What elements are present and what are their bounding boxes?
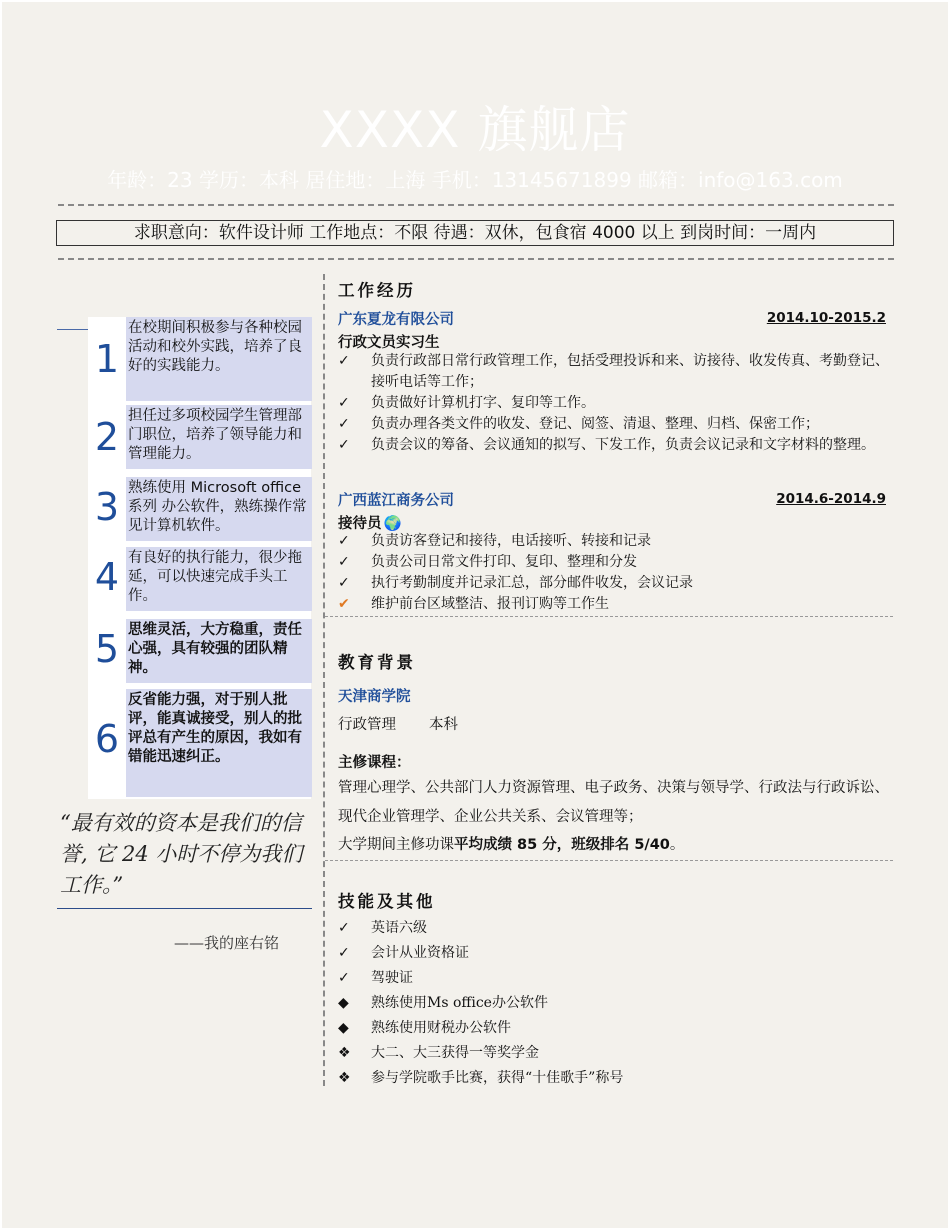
duty-text: 执行考勤制度并记录汇总，部分邮件收发，会议记录 <box>371 575 693 591</box>
degree: 本科 <box>429 717 458 733</box>
accent-rule <box>57 329 90 330</box>
company-name: 广东夏龙有限公司 <box>338 312 454 328</box>
check-icon: ✓ <box>338 970 350 986</box>
check-icon: ✓ <box>338 437 350 453</box>
duty-text: 负责公司日常文件打印、复印、整理和分发 <box>371 554 637 570</box>
candidate-name: XXXX 旗舰店 <box>319 101 631 159</box>
duty-item <box>338 573 894 594</box>
section-title-work: 工作经历 <box>338 281 416 300</box>
fleuron-icon: ❖ <box>338 1070 351 1086</box>
quote-rule <box>57 908 312 909</box>
skill-item <box>338 991 894 1016</box>
job-role <box>338 512 402 533</box>
duty-item <box>338 531 894 552</box>
section-rule <box>325 616 893 617</box>
gpa-line <box>338 833 894 854</box>
check-icon: ✓ <box>338 416 350 432</box>
job-period: 2014.10-2015.2 <box>766 310 886 326</box>
strength-number: 1 <box>94 337 120 381</box>
section-title-skills: 技能及其他 <box>338 892 436 911</box>
globe-icon: 🌍 <box>383 516 402 532</box>
check-icon: ✓ <box>338 575 350 591</box>
skills-list <box>338 916 894 1091</box>
skill-text: 熟练使用Ms office办公软件 <box>371 995 548 1011</box>
strength-number: 6 <box>94 717 120 761</box>
company-name: 广西蓝江商务公司 <box>338 493 454 509</box>
job-role: 行政文员实习生 <box>338 335 440 351</box>
courses-text: 管理心理学、公共部门人力资源管理、电子政务、决策与领导学、行政法与行政诉讼、现代企业管理学、企业公共关系、会议管理等； <box>338 780 889 825</box>
major: 行政管理 <box>338 717 396 733</box>
duty-text: 维护前台区域整洁、报刊订购等工作生 <box>371 596 609 612</box>
strength-number: 2 <box>94 415 120 459</box>
motto-source: ——我的座右铭 <box>174 934 280 952</box>
duty-text: 负责做好计算机打字、复印等工作。 <box>371 395 595 411</box>
duty-item <box>338 552 894 573</box>
strength-number: 3 <box>94 485 120 529</box>
duty-item <box>338 414 894 435</box>
skill-text: 熟练使用财税办公软件 <box>371 1020 511 1036</box>
divider <box>58 204 894 206</box>
check-icon: ✓ <box>338 920 350 936</box>
skill-text: 驾驶证 <box>371 970 413 986</box>
check-icon: ✓ <box>338 533 350 549</box>
duty-item <box>338 393 894 414</box>
strength-number: 4 <box>94 555 120 599</box>
skill-text: 大二、大三获得一等奖学金 <box>371 1045 539 1061</box>
strength-text: 在校期间积极参与各种校园活动和校外实践，培养了良好的实践能力。 <box>126 317 312 401</box>
skill-item <box>338 1041 894 1066</box>
check-icon: ✓ <box>338 554 350 570</box>
skill-text: 参与学院歌手比赛，获得“十佳歌手”称号 <box>371 1070 624 1086</box>
diamond-icon: ◆ <box>338 1020 349 1036</box>
skill-item <box>338 916 894 941</box>
duty-list <box>338 531 894 615</box>
column-divider <box>323 274 325 1086</box>
diamond-icon: ◆ <box>338 995 349 1011</box>
gpa-value: 平均成绩 85 分，班级排名 5/40 <box>454 837 670 853</box>
skill-item <box>338 1016 894 1041</box>
check-icon: ✔ <box>338 596 350 612</box>
resume-page <box>2 2 948 1228</box>
skill-item <box>338 1066 894 1091</box>
check-icon: ✓ <box>338 353 350 369</box>
duty-item <box>338 351 894 393</box>
strength-text: 担任过多项校园学生管理部门职位，培养了领导能力和管理能力。 <box>126 405 312 469</box>
strength-number: 5 <box>94 627 120 671</box>
strength-text: 有良好的执行能力，很少拖延，可以快速完成手头工作。 <box>126 547 312 611</box>
fleuron-icon: ❖ <box>338 1045 351 1061</box>
job-intent: 求职意向：软件设计师 工作地点：不限 待遇：双休，包食宿 4000 以上 到岗时间：一周内 <box>56 220 894 246</box>
job-period: 2014.6-2014.9 <box>776 491 886 507</box>
duty-text: 负责会议的筹备、会议通知的拟写、下发工作，负责会议记录和文字材料的整理。 <box>371 437 875 453</box>
duty-item <box>338 594 894 615</box>
divider <box>58 258 894 260</box>
contact-line: 年龄：23 学历：本科 居住地：上海 手机：13145671899 邮箱：info@163.com <box>107 168 843 192</box>
job-role-label: 接待员 <box>338 516 382 532</box>
duty-list <box>338 351 894 456</box>
skill-text: 英语六级 <box>371 920 427 936</box>
skill-item <box>338 966 894 991</box>
strength-text: 反省能力强，对于别人批评，能真诚接受，别人的批评总有产生的原因，我如有错能迅速纠正。 <box>126 689 312 797</box>
strength-text: 熟练使用 Microsoft office 系列 办公软件，熟练操作常见计算机软件。 <box>126 477 312 541</box>
check-icon: ✓ <box>338 945 350 961</box>
duty-text: 负责行政部日常行政管理工作，包括受理投诉和来、访接待、收发传真、考勤登记、接听电话等工作； <box>371 353 889 390</box>
check-icon: ✓ <box>338 395 350 411</box>
motto-quote: “最有效的资本是我们的信誉, 它 24 小时不停为我们工作。” <box>60 811 303 897</box>
duty-text: 负责访客登记和接待，电话接听、转接和记录 <box>371 533 651 549</box>
strength-text: 思维灵活，大方稳重，责任心强，具有较强的团队精神。 <box>126 619 312 683</box>
gpa-prefix: 大学期间主修功课 <box>338 837 454 853</box>
courses-label: 主修课程： <box>338 755 411 771</box>
duty-text: 负责办理各类文件的收发、登记、阅签、清退、整理、归档、保密工作； <box>371 416 819 432</box>
skill-text: 会计从业资格证 <box>371 945 469 961</box>
section-rule <box>325 860 893 861</box>
duty-item <box>338 435 894 456</box>
school-name: 天津商学院 <box>338 689 411 705</box>
major-degree <box>338 713 894 734</box>
strengths-list <box>88 317 311 799</box>
skill-item <box>338 941 894 966</box>
gpa-suffix: 。 <box>669 837 685 853</box>
section-title-education: 教育背景 <box>338 653 416 672</box>
